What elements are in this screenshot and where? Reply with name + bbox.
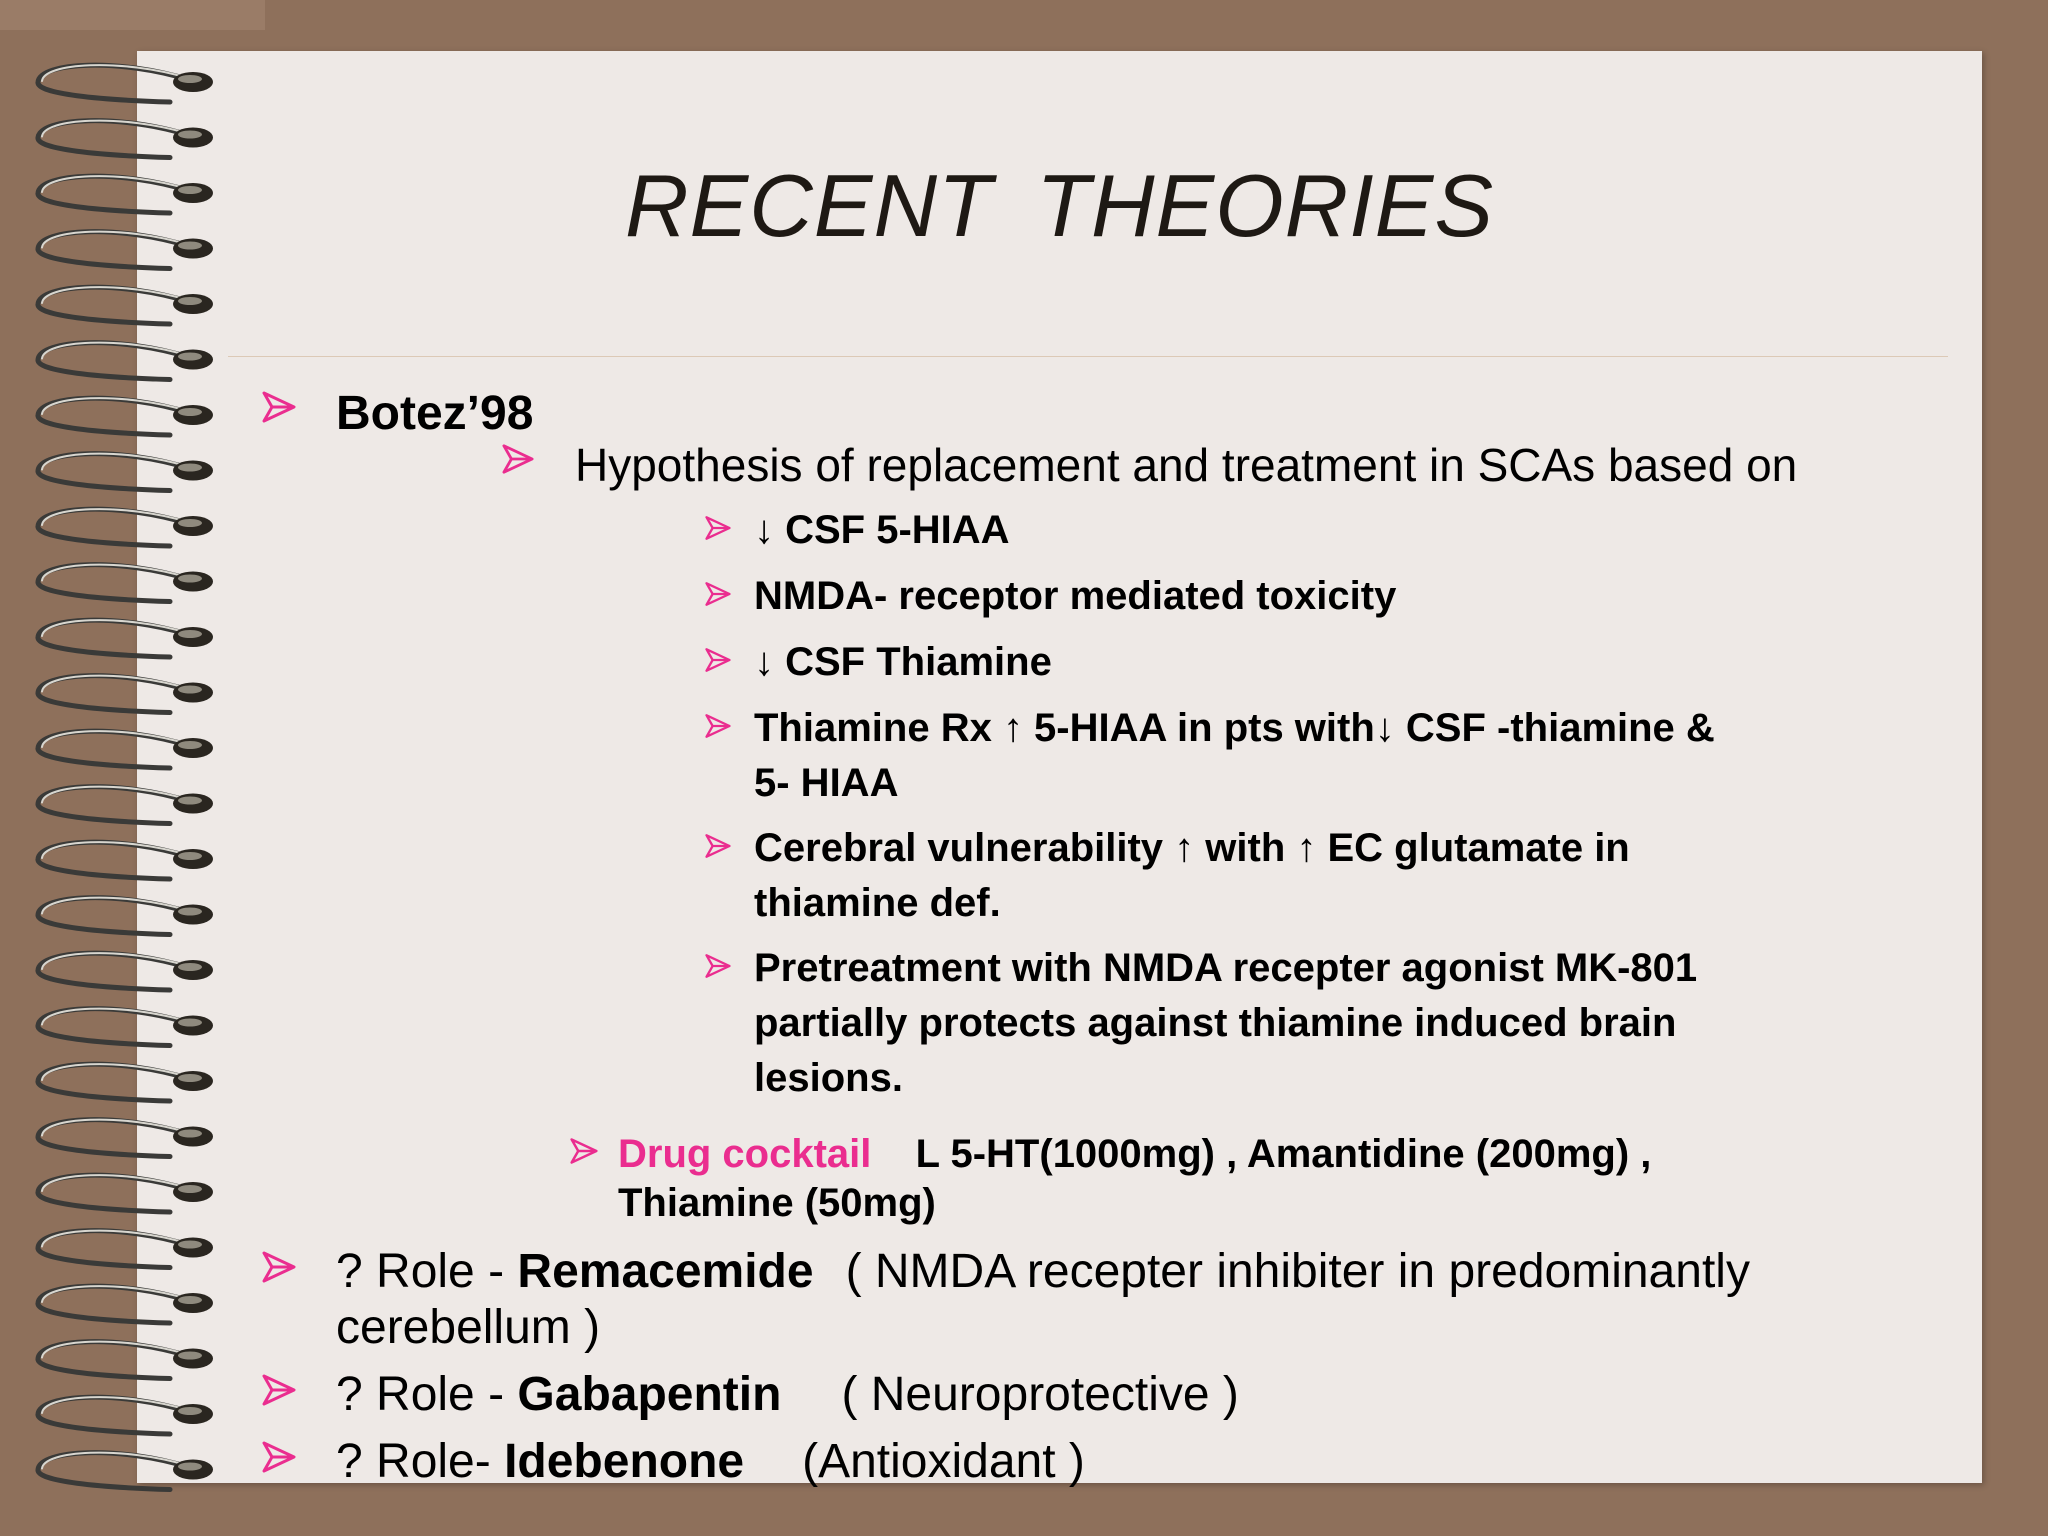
spiral-ring-icon — [38, 1009, 213, 1046]
spiral-ring-icon — [38, 1286, 213, 1323]
spiral-ring-icon — [38, 787, 213, 824]
spiral-ring-icon — [38, 1397, 213, 1434]
role-drug-name: Remacemide — [517, 1245, 814, 1298]
spiral-ring-icon — [38, 454, 213, 491]
drug-cocktail-text: L 5-HT(1000mg) , Amantidine (200mg) , — [915, 1132, 1652, 1176]
spiral-ring-icon — [38, 121, 213, 158]
sub-item-pretreatment: Pretreatment with NMDA recepter agonist MK-801 — [754, 946, 1698, 990]
spiral-ring-icon — [38, 343, 213, 380]
sub-item-csf-thiamine: ↓ CSF Thiamine — [754, 640, 1052, 684]
bullet-hypothesis: Hypothesis of replacement and treatment in SCAs based on — [575, 439, 1798, 491]
bullet-arrow-icon — [502, 443, 532, 473]
spiral-ring-icon — [38, 65, 213, 102]
role-description: ( NMDA recepter inhibiter in predominantly — [845, 1245, 1750, 1298]
spiral-ring-icon — [38, 676, 213, 713]
bullet-arrow-icon — [262, 390, 292, 420]
drug-cocktail-text-cont: Thiamine (50mg) — [618, 1181, 936, 1225]
role-prefix: ? Role - — [336, 1368, 518, 1421]
spiral-ring-icon — [38, 1064, 213, 1101]
spiral-ring-icon — [38, 287, 213, 324]
bullet-arrow-icon — [705, 713, 735, 743]
bullet-arrow-icon — [705, 953, 735, 983]
sub-item-pretreatment-cont1: partially protects against thiamine induced brain — [754, 1001, 1677, 1045]
bullet-arrow-icon — [705, 647, 735, 677]
role-remacemide-cont: cerebellum ) — [336, 1301, 601, 1354]
spiral-ring-icon — [38, 509, 213, 546]
spiral-ring-icon — [38, 1231, 213, 1268]
spiral-ring-icon — [38, 898, 213, 935]
bullet-arrow-icon — [705, 581, 735, 611]
spiral-ring-icon — [38, 565, 213, 602]
spiral-ring-icon — [38, 1120, 213, 1157]
title-divider — [228, 356, 1948, 357]
sub-item-pretreatment-cont2: lesions. — [754, 1056, 903, 1100]
bullet-arrow-icon — [705, 833, 735, 863]
role-drug-name: Idebenone — [504, 1435, 745, 1488]
sub-item-nmda-toxicity: NMDA- receptor mediated toxicity — [754, 574, 1397, 618]
sub-item-cerebral-vulnerability: Cerebral vulnerability ↑ with ↑ EC glutamate in — [754, 826, 1630, 870]
bullet-arrow-icon — [262, 1373, 292, 1403]
slide-title: RECENT THEORIES — [624, 156, 1495, 255]
spiral-ring-icon — [38, 731, 213, 768]
role-prefix: ? Role- — [336, 1435, 505, 1488]
bullet-arrow-icon — [262, 1250, 292, 1280]
spiral-ring-icon — [38, 620, 213, 657]
role-description: (Antioxidant ) — [802, 1435, 1085, 1488]
role-drug-name: Gabapentin — [517, 1368, 782, 1421]
role-description: ( Neuroprotective ) — [841, 1368, 1239, 1421]
bullet-botez: Botez’98 — [336, 387, 534, 440]
spiral-ring-icon — [38, 842, 213, 879]
spiral-ring-icon — [38, 1342, 213, 1379]
role-gabapentin — [336, 1367, 1239, 1422]
drug-cocktail-line — [618, 1132, 1651, 1177]
sub-item-cerebral-vulnerability-cont: thiamine def. — [754, 881, 1001, 925]
role-prefix: ? Role - — [336, 1245, 518, 1298]
sub-item-thiamine-rx: Thiamine Rx ↑ 5-HIAA in pts with↓ CSF -thiamine & — [754, 706, 1715, 750]
sub-item-thiamine-rx-cont: 5- HIAA — [754, 761, 899, 805]
role-idebenone — [336, 1434, 1085, 1489]
spiral-ring-icon — [38, 1175, 213, 1212]
drug-cocktail-label: Drug cocktail — [618, 1132, 872, 1176]
role-remacemide — [336, 1244, 1750, 1299]
bullet-arrow-icon — [705, 515, 735, 545]
spiral-ring-icon — [38, 1453, 213, 1490]
spiral-ring-icon — [38, 953, 213, 990]
spiral-ring-icon — [38, 398, 213, 435]
bullet-arrow-icon — [570, 1137, 600, 1167]
sub-item-csf-hiaa: ↓ CSF 5-HIAA — [754, 508, 1010, 552]
bullet-arrow-icon — [262, 1440, 292, 1470]
